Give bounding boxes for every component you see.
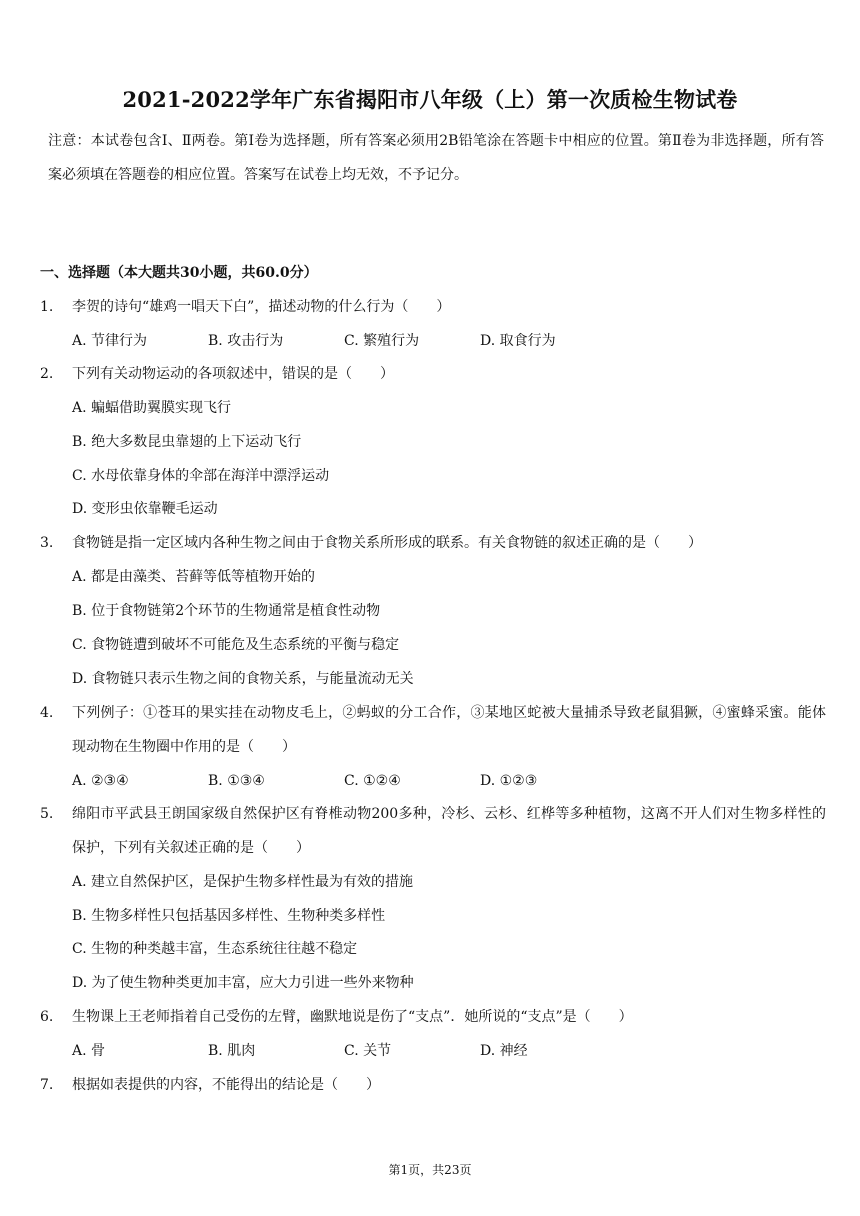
option-b: B. 生物多样性只包括基因多样性、生物种类多样性: [72, 908, 386, 924]
option-a: A. 建立自然保护区，是保护生物多样性最为有效的措施: [72, 874, 414, 890]
question-6-options: [72, 1034, 772, 1068]
question-stem: 李贺的诗句“雄鸡一唱天下白”，描述动物的什么行为（ ）: [72, 299, 451, 315]
exam-notice: 注意：本试卷包含Ⅰ、Ⅱ两卷。第Ⅰ卷为选择题，所有答案必须用2B铅笔涂在答题卡中相应的位置。第Ⅱ卷为非选择题，所有答案必须填在答题卷的相应位置。答案写在试卷上均无效，不予记分。: [48, 133, 824, 183]
option-b: B. 攻击行为: [208, 333, 284, 349]
question-number: 3.: [40, 535, 54, 551]
option-d: D. 食物链只表示生物之间的食物关系，与能量流动无关: [72, 671, 414, 687]
option-b: B. ①③④: [208, 773, 265, 789]
option-c: C. 水母依靠身体的伞部在海洋中漂浮运动: [72, 468, 330, 484]
question-stem: 食物链是指一定区域内各种生物之间由于食物关系所形成的联系。有关食物链的叙述正确的是（ ）: [72, 535, 702, 551]
option-a: A. 蝙蝠借助翼膜实现飞行: [72, 400, 232, 416]
option-a: A. ②③④: [72, 773, 129, 789]
option-c: C. 生物的种类越丰富，生态系统往往越不稳定: [72, 941, 358, 957]
question-number: 5.: [40, 806, 54, 822]
question-1: [40, 290, 826, 324]
option-c: C. 食物链遭到破坏不可能危及生态系统的平衡与稳定: [72, 637, 400, 653]
option-b: B. 肌肉: [208, 1043, 256, 1059]
question-5: [40, 797, 826, 865]
option-d: D. 取食行为: [480, 333, 556, 349]
question-7: [40, 1068, 826, 1102]
option-b: B. 位于食物链第2个环节的生物通常是植食性动物: [72, 603, 381, 619]
question-stem: 下列例子：①苍耳的果实挂在动物皮毛上，②蚂蚁的分工合作，③某地区蛇被大量捕杀导致老鼠猖獗，④蜜蜂采蜜。能体现动物在生物圈中作用的是（ ）: [72, 705, 826, 755]
page-title: 2021-2022学年广东省揭阳市八年级（上）第一次质检生物试卷: [122, 87, 738, 112]
option-b: B. 绝大多数昆虫靠翅的上下运动飞行: [72, 434, 302, 450]
question-number: 7.: [40, 1077, 54, 1093]
option-a: A. 节律行为: [72, 333, 148, 349]
section-heading: 一、选择题（本大题共30小题，共60.0分）: [40, 265, 318, 281]
option-c: C. ①②④: [344, 773, 401, 789]
option-d: D. 神经: [480, 1043, 528, 1059]
option-d: D. ①②③: [480, 773, 538, 789]
option-a: A. 都是由藻类、苔藓等低等植物开始的: [72, 569, 316, 585]
option-c: C. 关节: [344, 1043, 392, 1059]
option-c: C. 繁殖行为: [344, 333, 420, 349]
question-number: 4.: [40, 705, 54, 721]
question-number: 1.: [40, 299, 54, 315]
question-stem: 生物课上王老师指着自己受伤的左臂，幽默地说是伤了“支点”．她所说的“支点”是（ ）: [72, 1009, 633, 1025]
question-number: 6.: [40, 1009, 54, 1025]
question-2: [40, 357, 826, 391]
question-number: 2.: [40, 366, 54, 382]
option-d: D. 为了使生物种类更加丰富，应大力引进一些外来物种: [72, 975, 414, 991]
question-stem: 下列有关动物运动的各项叙述中，错误的是（ ）: [72, 366, 394, 382]
question-6: [40, 1000, 826, 1034]
question-4: [40, 696, 826, 764]
question-3: [40, 526, 826, 560]
option-a: A. 骨: [72, 1043, 106, 1059]
question-4-options: [72, 764, 772, 798]
question-1-options: [72, 324, 772, 358]
option-d: D. 变形虫依靠鞭毛运动: [72, 501, 218, 517]
question-stem: 绵阳市平武县王朗国家级自然保护区有脊椎动物200多种，冷杉、云杉、红桦等多种植物，这离不开人们对生物多样性的保护，下列有关叙述正确的是（ ）: [72, 806, 826, 856]
page-footer: 第1页，共23页: [388, 1163, 472, 1177]
question-stem: 根据如表提供的内容，不能得出的结论是（ ）: [72, 1077, 380, 1093]
